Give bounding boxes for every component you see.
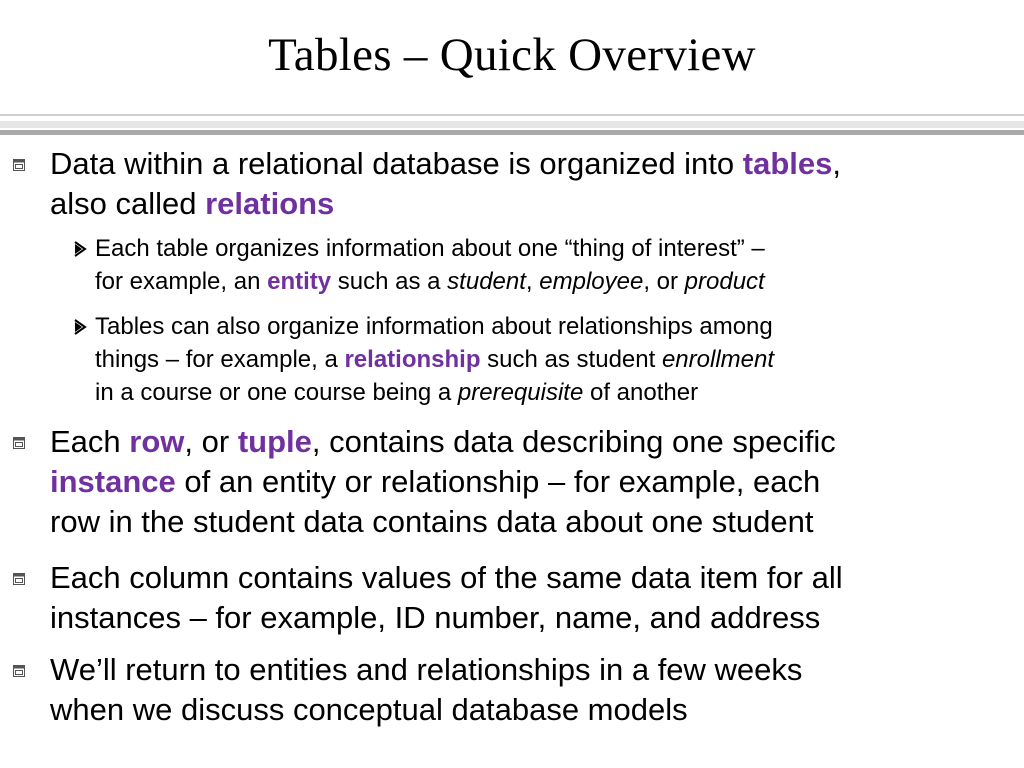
- bullet-text: of an entity or relationship – for example, each: [175, 464, 821, 499]
- keyword-row: row: [129, 424, 185, 459]
- title-divider-bar: [0, 130, 1024, 135]
- italic-term: prerequisite: [457, 379, 584, 406]
- sub-bullet-item-1: [95, 232, 995, 298]
- italic-term: enrollment: [661, 346, 775, 373]
- arrow-bullet-icon: [73, 319, 87, 335]
- keyword-relationship: relationship: [344, 346, 481, 373]
- sub-bullet-text: such as student: [480, 346, 662, 373]
- bullet-text: We’ll return to entities and relationships in a few weeks: [50, 652, 803, 687]
- bullet-item-4: [50, 650, 1010, 730]
- sub-bullet-text: things – for example, a: [95, 346, 345, 373]
- bullet-text: also called: [50, 186, 206, 221]
- slide-title: Tables – Quick Overview: [268, 29, 756, 81]
- bullet-text: ,: [832, 146, 841, 181]
- boxed-bullet-icon: [13, 573, 25, 585]
- bullet-text: , or: [184, 424, 238, 459]
- bullet-text: Each column contains values of the same data item for all: [50, 560, 843, 595]
- sub-bullet-text: Each table organizes information about one “thing of interest” –: [95, 235, 765, 262]
- keyword-tables: tables: [742, 146, 833, 181]
- title-divider-line: [0, 114, 1024, 116]
- sub-bullet-item-2: [95, 310, 995, 409]
- sub-bullet-text: of another: [583, 379, 699, 406]
- keyword-tuple: tuple: [237, 424, 312, 459]
- arrow-bullet-icon: [73, 241, 87, 257]
- bullet-text: Data within a relational database is organized into: [50, 146, 743, 181]
- sub-bullet-text: , or: [643, 268, 685, 295]
- boxed-bullet-icon: [13, 437, 25, 449]
- sub-bullet-text: in a course or one course being a: [95, 379, 458, 406]
- italic-term: product: [684, 268, 765, 295]
- bullet-text: , contains data describing one specific: [311, 424, 836, 459]
- italic-term: employee: [539, 268, 644, 295]
- boxed-bullet-icon: [13, 159, 25, 171]
- sub-bullet-text: ,: [525, 268, 540, 295]
- italic-term: student: [447, 268, 526, 295]
- bullet-item-3: [50, 558, 1010, 638]
- sub-bullet-text: such as a: [331, 268, 448, 295]
- boxed-bullet-icon: [13, 665, 25, 677]
- bullet-text: row in the student data contains data about one student: [50, 504, 814, 539]
- bullet-text: instances – for example, ID number, name, and address: [50, 600, 821, 635]
- keyword-instance: instance: [50, 464, 176, 499]
- title-divider-band: [0, 121, 1024, 128]
- keyword-entity: entity: [267, 268, 332, 295]
- sub-bullet-text: for example, an: [95, 268, 268, 295]
- sub-bullet-text: Tables can also organize information about relationships among: [95, 313, 773, 340]
- bullet-item-2: [50, 422, 1010, 542]
- bullet-item-1: [50, 144, 1010, 224]
- keyword-relations: relations: [205, 186, 335, 221]
- bullet-text: when we discuss conceptual database models: [50, 692, 688, 727]
- bullet-text: Each: [50, 424, 130, 459]
